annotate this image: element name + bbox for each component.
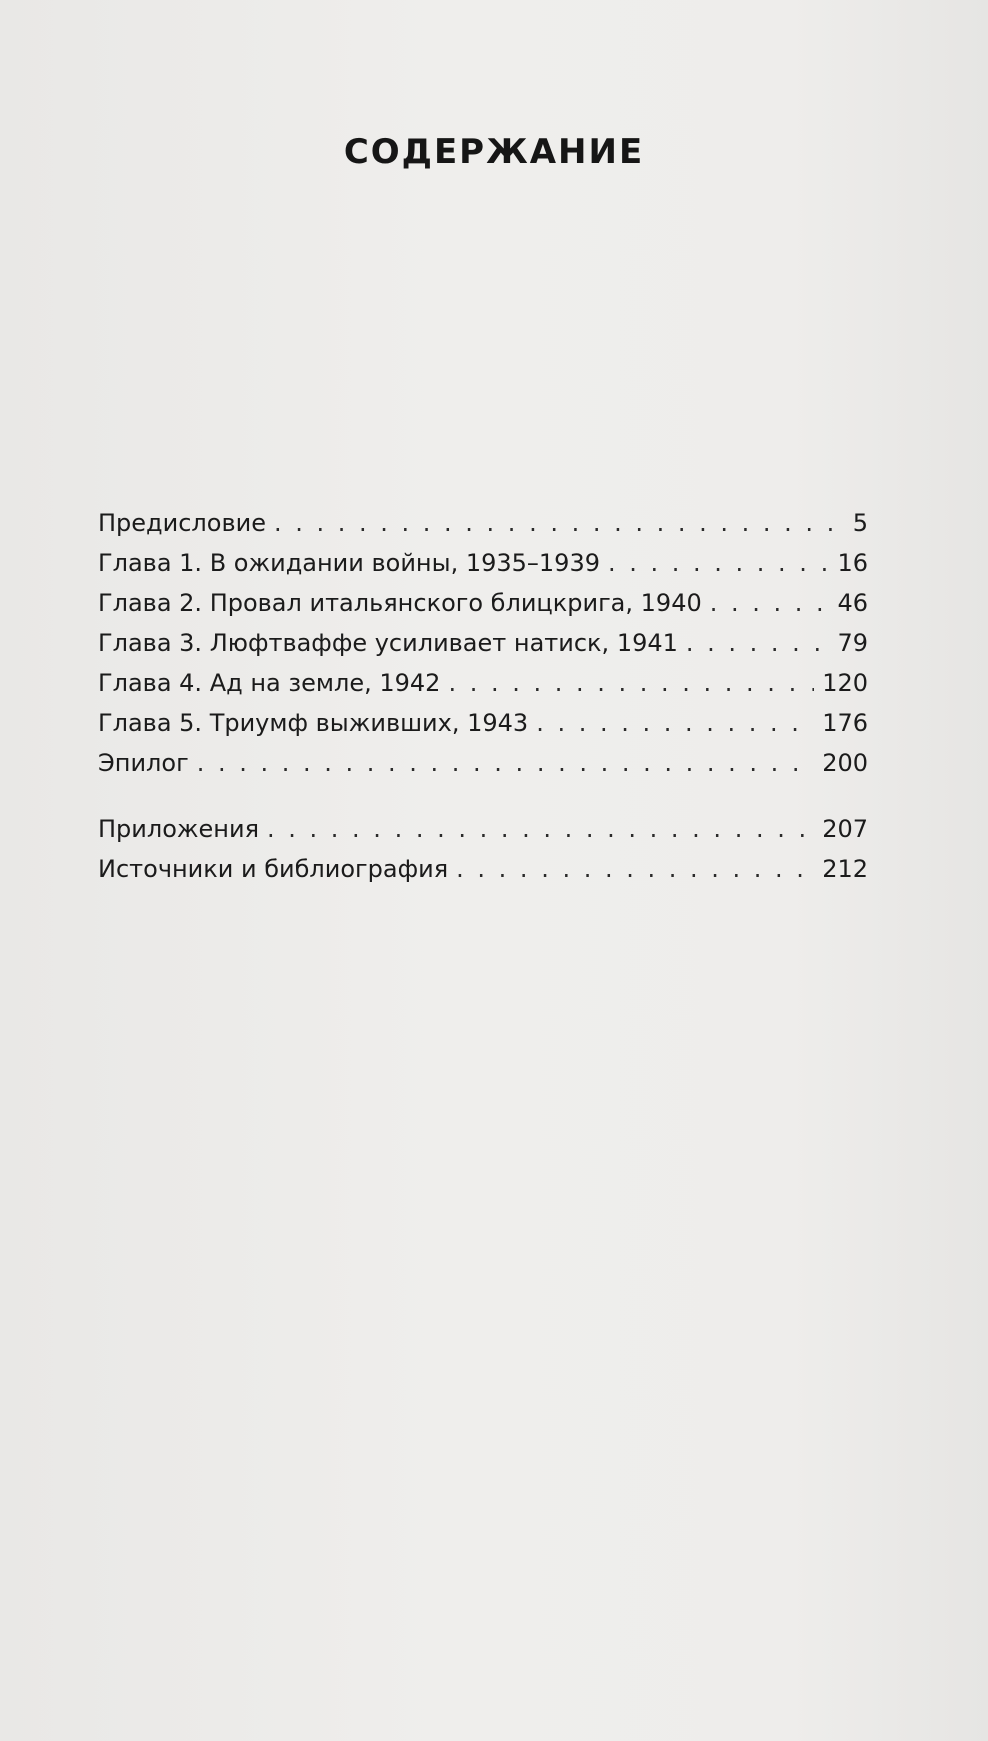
toc-entry bbox=[98, 503, 868, 543]
leader-dots bbox=[448, 663, 814, 703]
leader-dots bbox=[274, 503, 845, 543]
leader-dots bbox=[197, 743, 815, 783]
leader-dots bbox=[710, 583, 830, 623]
toc-entry-page: 46 bbox=[837, 589, 868, 617]
page-title: СОДЕРЖАНИЕ bbox=[343, 132, 645, 172]
toc-entry-label: Глава 1. В ожидании войны, 1935–1939 bbox=[98, 549, 600, 577]
toc-entry-page: 120 bbox=[822, 669, 868, 697]
toc-entry-label: Глава 5. Триумф выживших, 1943 bbox=[98, 709, 529, 737]
toc-entry bbox=[98, 663, 868, 703]
leader-dots bbox=[456, 849, 814, 889]
toc-entry-page: 16 bbox=[837, 549, 868, 577]
toc-entry-label: Глава 3. Люфтваффе усиливает натиск, 1941 bbox=[98, 629, 678, 657]
leader-dots bbox=[686, 623, 830, 663]
toc-entry-label: Эпилог bbox=[98, 749, 189, 777]
toc-entry bbox=[98, 543, 868, 583]
leader-dots bbox=[608, 543, 829, 583]
section-gap bbox=[98, 783, 868, 809]
toc-entry bbox=[98, 809, 868, 849]
toc-entry-page: 176 bbox=[822, 709, 868, 737]
toc-entry-label: Предисловие bbox=[98, 509, 266, 537]
toc-entry-page: 5 bbox=[852, 509, 868, 537]
toc-entry bbox=[98, 703, 868, 743]
toc-entry-page: 200 bbox=[822, 749, 868, 777]
table-of-contents bbox=[98, 503, 868, 889]
toc-entry-label: Глава 4. Ад на земле, 1942 bbox=[98, 669, 441, 697]
toc-entry-label: Глава 2. Провал итальянского блицкрига, 1940 bbox=[98, 589, 702, 617]
toc-entry bbox=[98, 743, 868, 783]
toc-entry bbox=[98, 849, 868, 889]
toc-entry bbox=[98, 623, 868, 663]
toc-entry-page: 212 bbox=[822, 855, 868, 883]
toc-entry bbox=[98, 583, 868, 623]
toc-entry-label: Приложения bbox=[98, 815, 260, 843]
toc-entry-label: Источники и библиография bbox=[98, 855, 449, 883]
toc-entry-page: 79 bbox=[837, 629, 868, 657]
leader-dots bbox=[536, 703, 814, 743]
toc-entry-page: 207 bbox=[822, 815, 868, 843]
leader-dots bbox=[267, 809, 814, 849]
